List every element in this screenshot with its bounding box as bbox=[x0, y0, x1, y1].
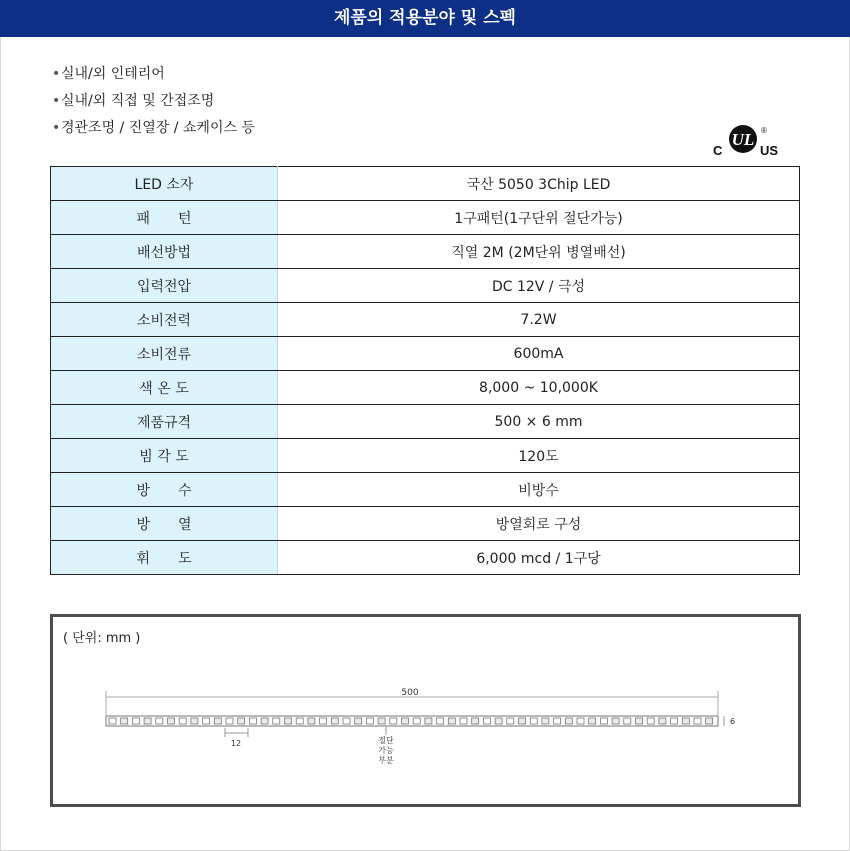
table-row bbox=[51, 507, 800, 541]
spec-value: 500 × 6 mm bbox=[278, 405, 800, 439]
led-cell bbox=[156, 718, 163, 724]
c-mark: C bbox=[713, 143, 723, 158]
led-cell bbox=[694, 718, 701, 724]
led-cell bbox=[671, 718, 678, 724]
led-cell bbox=[343, 718, 350, 724]
led-cell bbox=[437, 718, 444, 724]
led-cell bbox=[320, 718, 327, 724]
table-row bbox=[51, 405, 800, 439]
table-row bbox=[51, 371, 800, 405]
led-cell bbox=[378, 718, 385, 724]
led-cell bbox=[308, 718, 315, 724]
led-cell bbox=[144, 718, 151, 724]
list-item: •실내/외 직접 및 간접조명 bbox=[52, 93, 215, 109]
spec-value: 600mA bbox=[278, 337, 800, 371]
led-cell bbox=[472, 718, 479, 724]
led-cell bbox=[226, 718, 233, 724]
led-cell bbox=[530, 718, 537, 724]
ul-listed-mark-icon bbox=[713, 124, 797, 158]
led-cell bbox=[402, 718, 409, 724]
table-row bbox=[51, 541, 800, 575]
list-item: •실내/외 인테리어 bbox=[52, 66, 165, 82]
spec-label: LED 소자 bbox=[51, 167, 278, 201]
table-row bbox=[51, 201, 800, 235]
led-cell bbox=[203, 718, 210, 724]
spec-label: 색 온 도 bbox=[51, 371, 278, 405]
spec-table bbox=[50, 166, 800, 575]
spec-value: 6,000 mcd / 1구당 bbox=[278, 541, 800, 575]
list-item: •경관조명 / 진열장 / 쇼케이스 등 bbox=[52, 120, 255, 136]
length-label: 500 bbox=[401, 688, 419, 698]
led-cell bbox=[249, 718, 256, 724]
led-cell bbox=[132, 718, 139, 724]
table-row bbox=[51, 269, 800, 303]
svg-text:UL: UL bbox=[731, 130, 755, 149]
led-cell bbox=[483, 718, 490, 724]
led-cell bbox=[168, 718, 175, 724]
led-cell bbox=[121, 718, 128, 724]
spec-label: 배선방법 bbox=[51, 235, 278, 269]
led-cell bbox=[413, 718, 420, 724]
spec-label: 빔 각 도 bbox=[51, 439, 278, 473]
led-cell bbox=[636, 718, 643, 724]
led-cell bbox=[179, 718, 186, 724]
spec-label: 소비전류 bbox=[51, 337, 278, 371]
led-cell bbox=[460, 718, 467, 724]
spec-value: 120도 bbox=[278, 439, 800, 473]
led-cell bbox=[507, 718, 514, 724]
led-cell bbox=[331, 718, 338, 724]
table-row bbox=[51, 235, 800, 269]
spec-label: 입력전압 bbox=[51, 269, 278, 303]
table-row bbox=[51, 473, 800, 507]
cut-label-3: 부분 bbox=[378, 756, 394, 765]
cut-label-2: 가능 bbox=[378, 746, 394, 755]
led-cell bbox=[682, 718, 689, 724]
led-cell bbox=[261, 718, 268, 724]
led-cell bbox=[554, 718, 561, 724]
spec-label: 제품규격 bbox=[51, 405, 278, 439]
table-row bbox=[51, 337, 800, 371]
spec-value: 국산 5050 3Chip LED bbox=[278, 167, 800, 201]
spec-label: 소비전력 bbox=[51, 303, 278, 337]
led-cell bbox=[273, 718, 280, 724]
spec-value: 7.2W bbox=[278, 303, 800, 337]
spec-label: 패 턴 bbox=[51, 201, 278, 235]
led-cell bbox=[577, 718, 584, 724]
table-row bbox=[51, 439, 800, 473]
bullet-icon: • bbox=[52, 93, 61, 109]
spec-value: 방열회로 구성 bbox=[278, 507, 800, 541]
us-mark: US bbox=[760, 143, 779, 158]
pitch-label: 12 bbox=[230, 739, 242, 748]
led-cell bbox=[565, 718, 572, 724]
spec-label: 방 열 bbox=[51, 507, 278, 541]
spec-value: 직열 2M (2M단위 병열배선) bbox=[278, 235, 800, 269]
led-cell bbox=[659, 718, 666, 724]
led-cell bbox=[296, 718, 303, 724]
bullet-icon: • bbox=[52, 120, 61, 136]
led-cell bbox=[285, 718, 292, 724]
cut-label-1: 절단 bbox=[378, 736, 394, 745]
led-cell bbox=[519, 718, 526, 724]
spec-value: 비방수 bbox=[278, 473, 800, 507]
spec-label: 휘 도 bbox=[51, 541, 278, 575]
spec-value: 8,000 ~ 10,000K bbox=[278, 371, 800, 405]
led-cell bbox=[390, 718, 397, 724]
led-cell bbox=[624, 718, 631, 724]
spec-value: 1구패턴(1구단위 절단가능) bbox=[278, 201, 800, 235]
led-cell bbox=[238, 718, 245, 724]
led-cell bbox=[366, 718, 373, 724]
spec-value: DC 12V / 극성 bbox=[278, 269, 800, 303]
led-cell bbox=[355, 718, 362, 724]
table-row bbox=[51, 167, 800, 201]
spec-label: 방 수 bbox=[51, 473, 278, 507]
led-cell bbox=[495, 718, 502, 724]
led-cell bbox=[542, 718, 549, 724]
led-cell bbox=[589, 718, 596, 724]
table-row bbox=[51, 303, 800, 337]
led-cell bbox=[647, 718, 654, 724]
led-cell bbox=[109, 718, 116, 724]
led-cell bbox=[425, 718, 432, 724]
led-cell bbox=[214, 718, 221, 724]
led-cell bbox=[600, 718, 607, 724]
section-header: 제품의 적용분야 및 스펙 bbox=[0, 0, 850, 37]
width-label: 6 bbox=[730, 717, 736, 726]
application-list bbox=[52, 64, 255, 145]
led-cell bbox=[706, 718, 713, 724]
led-cell bbox=[612, 718, 619, 724]
registered-mark: ® bbox=[761, 126, 767, 135]
unit-label: ( 단위: mm ) bbox=[63, 631, 141, 646]
led-cell bbox=[448, 718, 455, 724]
bullet-icon: • bbox=[52, 66, 61, 82]
led-cell bbox=[191, 718, 198, 724]
led-strip-dimension-drawing bbox=[90, 675, 750, 775]
